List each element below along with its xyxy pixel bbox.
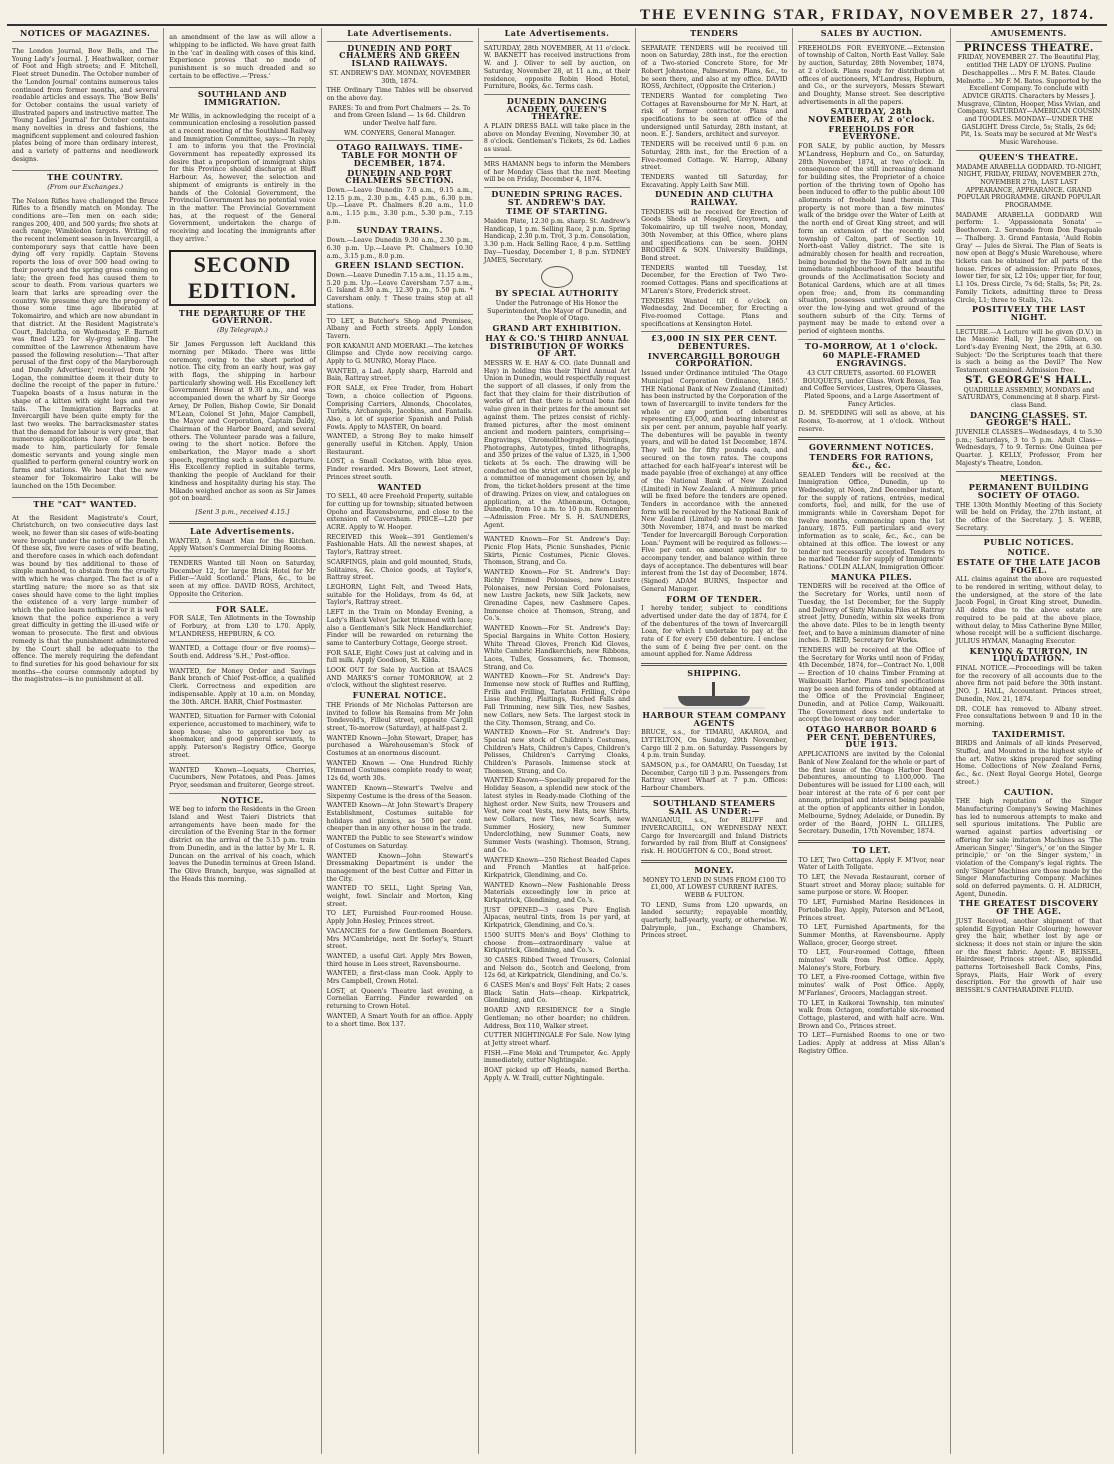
- divider: [484, 157, 630, 158]
- column-6: [793, 28, 950, 1454]
- heading-saturday-28th: SATURDAY, 28th NOVEMBER, At 2 o'clock.: [808, 106, 936, 125]
- ad-taxidermist: BIRDS and Animals of all kinds Preserved, Stuffed, and Mounted in the highest style of the art. Native skins prepared for sending Home. Collections of New Zealand Ferns, &c., &c. (Next Royal George Hotel, George street.): [955, 740, 1102, 786]
- ad-samson-steamer: SAMSON, p.s., for OAMARU, On Tuesday, 1st December, Cargo till 3 p.m. Passengers from Rattray street Wharf at 7 p.m. Offices: Harbour Chambers.: [641, 762, 788, 793]
- heading-kenyon-turton: KENYON & TURTON, IN LIQUIDATION.: [969, 645, 1089, 664]
- ad-green-island-notice: WE beg to inform the Residents in the Green Island and West Taieri Districts that arrangements have been made for the circulation of the Evening Star in the former district on the arrival of the 5.15 p.m. train from Dunedin, and in the latter by Mr L. R. Duncan on the arrival of his coach, which leaves the Dunedin terminus at Green Island. The Olive Branch, barque, was signalled at the Heads this morning.: [169, 806, 316, 883]
- ad-stewart-4: WANTED Known—At John Stewart's Drapery Establishment, Costumes suitable for holidays and picnics, as 500 per cent. cheaper than in any other house in the trade.: [326, 802, 473, 833]
- divider: [169, 793, 315, 794]
- second-edition-banner: SECOND EDITION.: [169, 250, 315, 306]
- ad-monthly-meeting: THE 130th Monthly Meeting of this Society will be held on Friday, the 27th instant, at the office of the Secretary. J. S. WEBB, Secretary.: [955, 501, 1102, 532]
- ad-hats: RECEIVED this Week—391 Gentlemen's Fashionable Hats. All the newest shapes, at Taylor's, Rattray street.: [326, 533, 473, 557]
- heading-to-morrow: TO-MORROW, At 1 o'clock.: [805, 340, 939, 351]
- divider: [641, 331, 787, 332]
- ad-lost-cockatoo: LOST, a Small Cockatoo, with blue eyes. Finder rewarded. Mrs Bowers, Leet street, Princes street south.: [326, 458, 473, 481]
- ad-smart-youth: WANTED, A Smart Youth for an office. Apply to a short time. Box 137.: [326, 1012, 473, 1028]
- ad-thomson-2: WANTED Known—For St. Andrew's Day: Richly Trimmed Polonaises, new Lustre Polonaises, new Persian Cord Polonaises, new Lustre Jackets, new Silk Jackets, new Grenadine Capes, new Cashmere Capes. Immense choice at Thomson, Strang, and Co.'s.: [483, 569, 631, 623]
- article-southland-immigration: Mr Willis, in acknowledging the receipt of a communication enclosing a resolution passed at a recent meeting of the Southland Railway and Immigration Committee, says:—'In reply, I am to inform you that the Provincial Government has repeatedly expressed its desire that a proportion of immigrant ships for this Province should discharge at Bluff Harbour. As, however, the selection and shipment of emigrants is entirely in the hands of the Colonial Government, the Provincial Government has no potential voice in the matter. The Provincial Government has, at the request of the General Government, undertaken the charge of receiving and locating the immigrants after they arrive.': [169, 112, 316, 243]
- railway-date: ST. ANDREW'S DAY. MONDAY, NOVEMBER 30th, 1874.: [329, 69, 471, 85]
- ad-to-let-4: TO LET, Furnished Apartments, for the Summer Months, at Ravensbourne. Apply Wallace, grocer, George street.: [798, 924, 945, 947]
- heading-clutha-railway: DUNEDIN AND CLUTHA RAILWAY.: [654, 189, 774, 208]
- divider: [956, 471, 1102, 472]
- ad-cook: WANTED, a first-class man Cook. Apply to Mrs Campbell, Crown Hotel.: [326, 970, 473, 986]
- ad-furnished-house: TO LET, Furnished Four-roomed House. Apply John Hesley, Princes street.: [326, 910, 473, 926]
- heading-public-notices: PUBLIC NOTICES.: [983, 537, 1075, 548]
- ad-tender-cottages: TENDERS Wanted for completing Two Cottages at Ravensbourne for Mr N. Hart, at risk of former contractor. Plans and specifications to be seen at office of the undersigned until Saturday, 28th instant, at noon. E. J. Sanders, architect and surveyor.: [641, 92, 788, 139]
- heading-departure-governor: THE DEPARTURE OF THE GOVERNOR.: [178, 307, 306, 326]
- newspaper-page: [7, 4, 1107, 1456]
- ad-stewart-1: WANTED Known—John Stewart, Draper, has purchased a Warehouseman's Stock of Costumes at an enormous discount.: [326, 734, 473, 758]
- subheading-telegraph: (By Telegraph.): [217, 326, 268, 335]
- ad-freeholds-calton: FREEHOLDS FOR EVERYONE.—Extension of township of Calton, North East Valley. Sale by auction, Saturday, 28th November, 1874, at 2 o'clock. Plans ready for distribution at offices of auctioneers, M'Landress, Hepburn, and Co., or the surveyors, Messrs Stewart and Doughty, Manse street. See descriptive advertisements in all the papers.: [798, 44, 945, 106]
- divider: [798, 41, 944, 42]
- divider: [169, 87, 315, 88]
- divider: [169, 521, 315, 524]
- ad-kakanui: FOR KAKANUI AND MOERAKI.—The ketches Glimpse and Clyde now receiving cargo. Apply to G. MUNRO, Moray Place.: [326, 342, 473, 366]
- ad-scarfings: SCARFINGS, plain and gold mounted, Studs, Solitaires, &c. Choice goods, at Taylor's, Rattray street.: [326, 558, 473, 582]
- ad-tender-excavating: TENDERS wanted till Saturday, for Excavating. Apply Leith Saw Mill.: [641, 173, 788, 189]
- heading-tenders-rations: TENDERS FOR RATIONS, &c., &c.: [809, 452, 934, 470]
- ad-estate-claims: ALL claims against the above are requested to be rendered in writing, without delay, to the undersigned, at the store of the late Jacob Fogel, in Great King street, Dunedin. All debts due to the above estate are required to be paid at the above place, without delay, to Miss Catherine Byne Miller, whose receipt will be a sufficient discharge. JULIUS HYMAN, Managing Executor.: [955, 576, 1102, 645]
- heading-dancing-classes: DANCING CLASSES. ST. GEORGE'S HALL.: [969, 409, 1088, 428]
- divider: [641, 41, 787, 42]
- divider: [169, 664, 315, 665]
- article-cat-wanted: At the Resident Magistrate's Court, Christchurch, on two consecutive days last week, no fewer than six cases of wife-beating were brought under the notice of the Bench. Of these six, five were cases of wife beating, and therefore cases in which each defendant was bound by ties additional to those of simple manhood, to abstain from the cruelty with which he was charged. The fact is of a startling nature; the more so as that six cases should have come to the light implies the existence of a very large number of which the police learn nothing. For it is well known that the police experience a very great difficulty in getting the ill-used wife or woman to prosecute. The first and obvious remedy is that the punishment administered by the Court shall be adequate to the offence. The merely requiring the defendant to find sureties for his good behaviour for six months—the course commonly adopted by the magistrates—is no punishment at all.: [12, 514, 159, 684]
- article-country: The Nelson Rifles have challenged the Bruce Rifles to a friendly match on Monday. The conditions are—Ten men on each side; ranges 200, 400, and 500 yards; five shots at each range; Wimbledon targets. Writing of the recent inclement season in Invercargill, a contemporary says that cattle have been dying off very rapidly. Captain Stevens reports the loss of over 500 head owing to their poverty and the spring grass coming on late; the green feed has caused them to scour to death. From various quarters we learn that larks are spreading over the country. We presume they are the progeny of those some time ago liberated at Tokomairiro, and which are now abundant in that district. At the Resident Magistrate's Court, Balclutha, on Wednesday, F. Barnett was fined L25 for sly-grog selling. The committee of the Lawrence Athenæum have passed the following resolution:—'That after perusal of the first copy of the Maryborough and Dunolly Advertiser,' received from Mr Logan, the committee deem it their duty to decline the receipt of the paper in future.' Tuapeka boasts of a lusus naturæ in the shape of a kitten with eight legs and two tails. The Immigration Barracks at Invercargill have been quite empty for the last two weeks. The barracksmaster states that the demand for labour is very great, that numerous applications have of late been made to him, particularly for female domestic servants and young single men qualified to perform general country work on farms and stations. We hear that the new steamer for Tokomairiro Lake will be launched on the 15th December.: [12, 197, 159, 490]
- heading-late-advertisements-2: Late Advertisements.: [347, 28, 453, 38]
- ad-thomson-4: WANTED Known—For St. Andrew's Day: Immense new stock of Ruffles and Ruffling, Frills and Frilling, Tarlatan Frilling, Crêpe Lisse Ruching, Plaitings, Ruched Falls and Fall Trimming, new Silk Ties, new Sashes, new Collars, new Sets. The largest stock in the City. Thomson, Strang, and Co.: [483, 673, 631, 727]
- ad-tender-goods-sheds: TENDERS will be received for Erection of Goods Sheds at Mosgiel, Greytown, and Tokomairiro, up till twelve noon, Monday, 30th November, at this Office, where plans and specifications can be seen. JOHN BROGDEN & SON. University Buildings, Bond street.: [641, 208, 788, 262]
- article-departure-governor: Sir James Fergusson left Auckland this morning per Mikado. There was little ceremony, owing to the short period of notice. The city, from an early hour, was gay with flags, the shipping in harbour particularly showing well. His Excellency left Government House at 9.30 a.m., and was accompanied down the wharf by Sir George Arney, Dr Pollen, Bishop Cowie, Sir Donald M'Lean, Colonel St John, Major Campbell, the Mayor and Corporation, Captain Daldy, Chairman of the Harbor Board, and several others. The Volunteer parade was a failure, owing to the short notice. Before the embarkation, the Mayor made a short speech, regretting such a sudden departure. His Excellency replied in suitable terms, thanking the people of Auckland for their kindness and hospitality during his stay. The Mikado weighed anchor as soon as Sir James got on board.: [169, 341, 316, 503]
- divider: [169, 556, 315, 557]
- heading-spring-races: DUNEDIN SPRING RACES. ST. ANDREW'S DAY.: [491, 188, 623, 207]
- ad-left-in-train: LEFT in the Train on Monday Evening, a Lady's Black Velvet Jacket trimmed with lace; also a Gentleman's Silk Neck Handkerchief. Finder will be rewarded on returning the same to Canterbury Cottage, George street.: [326, 609, 473, 647]
- ad-spedding: D. M. SPEDDING will sell as above, at his Rooms, To-morrow, at 1 o'clock. Without reserve.: [798, 410, 945, 433]
- heading-shipping: SHIPPING.: [687, 668, 742, 679]
- ad-manuka-piles: TENDERS will be received at the Office of the Secretary for Works, until noon of Tuesday, the 1st December, for the Supply and Delivery of Sixty Manuka Piles at Rattray street Jetty, Dunedin, within six weeks from the above date. Piles to be in length twenty feet, and to have a minimum diameter of nine inches. D. REID, Secretary for Works.: [798, 583, 945, 645]
- ad-quadrille: QUADRILLE ASSEMBLY, MONDAYS and SATURDAYS, Commencing at 8 sharp. First-class Band.: [957, 386, 1100, 409]
- heading-manuka-piles: MANUKA PILES.: [830, 571, 913, 582]
- heading-otago-railways: OTAGO RAILWAYS. TIME-TABLE FOR MONTH OF DECEMBER, 1874.: [336, 142, 464, 168]
- ad-hair-colouring: JUST Received, another shipment of that splendid Egyptian Hair Colouring; however grey the hair, whether lost by age or sickness; it does not stain or injure the skin or the finest fabric. Agent: F. BEISSEL, Hairdresser, Princes street. Also, splendid patterns Tortoiseshell Back Combs, Pins, Sprays, Plaits, Hair Work of every description. For the growth of hair use BEISSEL'S CANTHARADINE FLUID.: [955, 917, 1102, 995]
- ad-look-out: LOOK OUT for Sale by Auction at ISAACS AND MARKS'S corner TOMORROW, at 2 o'clock, without the slightest reserve.: [326, 667, 473, 690]
- divider: [956, 150, 1102, 151]
- ad-pigeons: FOR SALE, ex Free Trader, from Hobart Town, a choice collection of Pigeons. Comprising Carriers, Almonds, Chocolates, Turbits, Archangels, Jacobins, and Fantails. Also, a lot of superior Spanish and Polish Fowls. Apply to MASTER, On board.: [326, 385, 473, 431]
- ad-fish: FISH.—Fine Moki and Trumpeter, &c. Apply immediately, cutter Nightingale.: [483, 1049, 631, 1065]
- divider: [484, 94, 630, 95]
- railway-timetable-note: THE Ordinary Time Tables will be observed on the above day.: [326, 87, 473, 102]
- ad-strong-boy: WANTED, a Strong Boy to make himself generally useful in Kitchen. Apply, Union Restaurant.: [326, 433, 473, 456]
- ad-cutter-nightingale: CUTTER NIGHTINGALE For Sale. Now lying at Jetty street wharf.: [483, 1032, 631, 1047]
- ad-allotments-forbury: FOR SALE, Ten Allotments in the Township of Forbury, at from L30 to L70. Apply, M'LANDRESS, HEPBURN, & CO.: [169, 615, 316, 638]
- divider: [169, 709, 315, 710]
- ad-juvenile-classes: JUVENILE CLASSES—Wednesdays, 4 to 5.30 p.m.; Saturdays, 3 to 5 p.m. Adult Class—Wednesdays, 7 to 9. Terms: One Guinea per Quarter. J. KELLY, Professor, From her Majesty's Theatre, London.: [955, 429, 1102, 467]
- divider: [327, 140, 473, 141]
- divider: [327, 41, 473, 42]
- heading-tenders: TENDERS: [690, 28, 739, 38]
- ad-cottage-wanted: WANTED, a Cottage (four or five rooms)—South end. Address 'S.H.,' Post-office.: [169, 645, 316, 661]
- ad-singer-caution: THE high reputation of the Singer Manufacturing Company's Sewing Machines has led to numerous attempts to make and sell spurious imitations. The Public are warned against parties advertising or offering for sale imitation Machines as 'The American Singer,' 'Singer's,' or 'on the Singer principle,' or 'on the Singer system,' in violation of the Company's legal rights. The only 'Singer' Machines are those made by the Singer Manufacturing Company. Machines sold on deferred payments. G. H. ALDRICH, Agent, Dunedin.: [955, 798, 1102, 898]
- subheading-exchanges: (From our Exchanges.): [47, 182, 124, 191]
- masthead: [7, 4, 1107, 26]
- ad-useful-girl: WANTED, a useful Girl. Apply Mrs Bowen, third house in Lees street, Ravensbourne.: [326, 952, 473, 968]
- ad-boat-picked-up: BOAT picked up off Heads, named Bertha. Apply A. W. Traill, cutter Nightingale.: [483, 1067, 631, 1082]
- heading-funeral-notice: FUNERAL NOTICE.: [352, 690, 447, 701]
- heading-sales-auction: SALES BY AUCTION.: [820, 28, 923, 38]
- divider: [169, 641, 315, 642]
- column-7: [951, 28, 1107, 1454]
- heading-cat-wanted: THE "CAT" WANTED.: [33, 498, 137, 509]
- railway-signature: WM. CONYERS, General Manager.: [343, 129, 456, 137]
- ad-goddard-programme: MADAME ARABELLA GODDARD Will perform: 1. 'Appassionata Sonata' — Beethoven. 2. Serenade from Don Pasquale — Thalberg. 3. Grand Fantasia, 'Auld Robin Gray' — Jules de Sivrai. The Plan of Seats is now open at Begg's Music Warehouse, where tickets can be obtained for all parts of the house. Prices of admission: Private Boxes, lower tier, for six, L2 10s; upper tier, for four, L1 10s. Dress Circle, 7s 6d; Stalls, 5s; Pit, 2s. Family Tickets, admitting three to Dress Circle, L1; three to Stalls, 12s.: [955, 211, 1102, 304]
- ad-stewart-5: WANTED the Public to see Stewart's window of Costumes on Saturday.: [326, 835, 473, 850]
- heading-green-island-section: GREEN ISLAND SECTION.: [335, 260, 465, 271]
- ad-tender-kensington: TENDERS Wanted till 6 o'clock on Wednesday, 2nd December, for Erecting a Five-roomed Cottage. Plans and specifications at Kensington Hotel.: [641, 297, 788, 328]
- heading-notice: NOTICE.: [221, 794, 264, 805]
- heading-harbor-board: OTAGO HARBOR BOARD 6 PER CENT. DEBENTURES, DUE 1913.: [806, 724, 938, 750]
- divider: [484, 532, 630, 533]
- ad-kirkpatrick-3: JUST OPENED—3 cases Pure English Alpacas, neutral tints, from 1s per yard, at Kirkpatrick, Glendining, and Co.'s.: [483, 906, 631, 930]
- heading-caution: CAUTION.: [1003, 786, 1054, 797]
- ad-eight-cows: FOR SALE, Eight Cows just at calving and in full milk. Apply Goodison, St. Kilda.: [326, 649, 473, 665]
- timetable-sunday: Down.—Leave Dunedin 9.30 a.m., 2.30 p.m., 6.30 p.m. Up.—Leave Pt. Chalmers 10.30 a.m., 3.15 p.m., 8.0 p.m.: [326, 237, 473, 260]
- divider: [12, 170, 158, 171]
- heading-harbour-steam: HARBOUR STEAM COMPANY AGENTS: [642, 709, 787, 728]
- divider: [798, 437, 944, 440]
- divider: [798, 840, 944, 843]
- telegraph-timestamp: [Sent 3 p.m., received 4.15.]: [195, 508, 290, 517]
- ad-thomson-5: WANTED Known—For St. Andrew's Day: Special new stock of Children's Costumes, Children's Hats, Children's Capes, Children's Pelisses, Children's Carrying Cloaks, Children's Parasols. Immense stock at Thomson, Strang, and Co.: [483, 729, 631, 775]
- ad-money-to-lend: MONEY TO LEND IN SUMS FROM £100 TO £1,000, AT LOWEST CURRENT RATES. WEBB & FULTON.: [642, 876, 786, 899]
- steamship-icon: [663, 681, 765, 709]
- heading-special-authority: BY SPECIAL AUTHORITY: [495, 288, 619, 299]
- ad-cruets: 43 CUT CRUETS, assorted. 60 FLOWER BOUQUETS, under Glass. Work Boxes, Tea and Coffee Services, Lustres, Opera Glasses, Plated Spoons, and a Large Assortment of Fancy Articles.: [799, 369, 944, 408]
- ad-auction-baknett: SATURDAY, 28th NOVEMBER, At 11 o'clock. W. BAKNETT has received instructions from W. and J. Oliver to sell by auction, on Saturday, November 28, at 11 a.m., at their residence, opposite Robin Hood Hotel, Furniture, Books, &c. Terms cash.: [483, 44, 631, 91]
- divider: [484, 187, 630, 188]
- ad-thomson-1: WANTED Known—For St. Andrew's Day: Picnic Flop Hats, Picnic Sunshades, Picnic Skirts, Picnic Costumes, Picnic Gloves. Thomson, Strang, and Co.: [483, 536, 631, 567]
- ad-loquats: WANTED Known—Loquats, Cherries, Cucumbers, New Potatoes, and Peas. James Pryor, seedsman and fruiterer, George street.: [169, 766, 316, 789]
- ad-dr-cole: DR. COLE has removed to Albany street. Free consultations between 9 and 10 in the morning.: [955, 705, 1102, 728]
- ad-kirkpatrick-4: 1500 SUITS Men's and Boys' Clothing to choose from—extraordinary value at Kirkpatrick, Glendining, and Co.'s.: [483, 931, 631, 955]
- heading-money: MONEY.: [694, 864, 735, 875]
- heading-invercargill-borough: INVERCARGILL BOROUGH CORPORATION.: [647, 350, 781, 369]
- heading-notice-2: NOTICE.: [1007, 547, 1051, 558]
- coat-of-arms-icon: [541, 266, 573, 288]
- ad-mrs-hamann: MRS HAMANN begs to inform the Members of her Monday Class that the next Meeting will be on Friday, December 4, 1874.: [483, 160, 631, 184]
- divider: [956, 325, 1102, 326]
- heading-wanted: WANTED: [377, 481, 422, 492]
- divider: [169, 602, 315, 603]
- heading-hay-distribution: HAY & CO.'S THIRD ANNUAL DISTRIBUTION OF WORKS OF ART.: [485, 332, 629, 359]
- heading-government-notices: GOVERNMENT NOTICES.: [808, 442, 935, 453]
- ad-wanganui-steamer: WANGANUI, s.s., for BLUFF and INVERCARGILL, ON WEDNESDAY NEXT. Cargo for Invercargill and Inland Districts forwarded by rail from Bluff at Consignees' risk. H. HOUGHTON & CO., Bond street.: [641, 817, 788, 856]
- ad-tender-store: SEPARATE TENDERS will be received till noon on Saturday, 28th inst., for the erection of a Two-storied Concrete Store, for Mr Robert Johnstone, Palmerston. Plans, &c., to be seen there, and also at my office. DAVID ROSS, Architect, (Opposite the Criterion.): [641, 44, 788, 91]
- ad-race-times: Maiden Plate, 12.30 p.m. sharp. St. Andrew's Handicap, 1 p.m. Selling Race, 2 p.m. Spring Handicap, 2.30 p.m. Trot, 3 p.m. Consolation, 3.30 p.m. Hack Selling Race, 4 p.m. Settling Day—Tuesday, December 1, 8 p.m. SYDNEY JAMES, Secretary.: [483, 218, 631, 264]
- ad-to-let-8: TO LET—Furnished Rooms to one or two Ladies. Apply at address at Miss Allan's Registry Office.: [798, 1032, 945, 1055]
- ad-to-lend-sums: TO LEND, Sums from L20 upwards, on landed security; repayable monthly, quarterly, half-yearly, yearly, or otherwise. W. Dalrymple, jun., Exchange Chambers, Princes street.: [641, 901, 788, 940]
- heading-princess-theatre: PRINCESS THEATRE.: [963, 42, 1094, 54]
- ad-opoho-allotments: FOR SALE, by public auction, by Messrs M'Landress, Hepburn and Co., on Saturday, 28th November, 1874, at two o'clock. In consequence of the still increasing demand for building sites, the Proprietor of a choice portion of the thriving town of Opoho has been induced to offer to the public about 100 allotments of freehold land therein. This property is not more than a few minutes' walk of the bridge over the Water of Leith at the north end of Great King street, and will form an extension of the recently sold township of Calton, part of Section 10, North-east Valley district. The site is admirably chosen for health and recreation, being bounded by the Town Belt and in the immediate neighbourhood of the beautiful grounds of the Acclimatisation Society and Botanical Gardens, which are at all times open free; and, from its commanding situation, possesses unrivalled advantages over the low-lying and wet ground of the southern suburb of the City. Terms of payment may be made to extend over a period of eighteen months.: [798, 143, 945, 336]
- heading-railways: DUNEDIN AND PORT CHALMERS AND GREEN ISLAND RAILWAYS.: [339, 42, 461, 69]
- heading-art-exhibition: GRAND ART EXHIBITION.: [492, 323, 622, 334]
- ad-kirkpatrick-5: 30 CASES Ribbed Tweed Trousers, Colonial and Nelson do., Scotch and Geelong, from 12s 6d, at Kirkpatrick, Glendining, and Co.'s.: [483, 956, 631, 980]
- ad-kirkpatrick-1: WANTED Known—250 Richest Beaded Capes and French Mantles at half-price. Kirkpatrick, Glendining, and Co.: [483, 856, 631, 879]
- ad-boarders: VACANCIES for a few Gentlemen Boarders. Mrs M'Cambridge, next Dr Sorley's, Stuart street.: [326, 927, 473, 951]
- timetable-green-island: Down.—Leave Dunedin 7.15 a.m., 11.15 a.m., 5.20 p.m. Up.—Leave Caversham 7.57 a.m., G. Island 8.30 a.m., 12.30 p.m., 5.50 p.m. * Caversham only. † These trains stop at all stations.: [326, 271, 473, 310]
- heading-taxidermist: TAXIDERMIST.: [992, 728, 1066, 739]
- divider: [956, 41, 1102, 42]
- ad-leghorn: LEGHORN, Light Felt, and Tweed Hats, suitable for the Holidays, from 4s 6d, at Taylor's, Rattray street.: [326, 584, 473, 607]
- ad-lad-wanted: WANTED, a Lad. Apply sharp, Harrold and Bain, Rattray street.: [326, 367, 473, 383]
- ad-to-let-1: TO LET, Two Cottages. Apply F. M'Ivor, near Water of Leith Tollgate.: [798, 856, 945, 872]
- ad-spring-van: WANTED TO SELL, Light Spring Van, weight, fowl. Sinclair and Morton, King street.: [326, 885, 473, 908]
- article-cat-continued: an amendment of the law as will allow a whipping to be inflicted. We have great faith in the 'cat' in dealing with cases of this kind. Experience proves that no mode of punishment is so much dreaded and so certain to be effective.—'Press.': [169, 34, 316, 80]
- heading-southland-immigration: SOUTHLAND AND IMMIGRATION.: [197, 88, 287, 107]
- heading-port-chalmers-section: DUNEDIN AND PORT CHALMERS SECTION.: [345, 167, 455, 186]
- masthead-title: THE EVENING STAR, FRIDAY, NOVEMBER 27, 1874.: [639, 7, 1095, 23]
- ad-final-notice: FINAL NOTICE.—Proceedings will be taken for the recovery of all accounts due to the above firm not paid before the 30th instant. JNO. J. HALL, Accountant. Princes street, Dunedin, Nov. 21, 1874.: [955, 665, 1102, 703]
- heading-engravings: 60 MAPLE-FRAMED ENGRAVINGS.: [822, 350, 921, 369]
- ad-tender-five-room: TENDERS will be received until 6 p.m. on Saturday, 28th inst., for the Erection of a Five-roomed Cottage. W. Harrop, Albany street.: [641, 141, 788, 172]
- ad-debentures-text: Issued under Ordinance intituled 'The Otago Municipal Corporation Ordinance, 1865.' THE National Bank of New Zealand (Limited) has been instructed by the Corporation of the town of Invercargill to invite tenders for the whole or any portion of debentures representing £3,000, and bearing interest at six per cent. per annum, payable half yearly. The debentures will be payable in twenty years, and will be dated 1st December, 1874. They will be for fifty pounds each, and secured on the town rates. The coupons attached for each half-year's interest will be made payable (free of exchange) at any office of the National Bank of New Zealand (Limited) in New Zealand. A minimum price will be fixed before the tenders are opened. Tenders in accordance with the annexed form will be received by the National Bank of New Zealand (Limited) up to noon on the 30th November, 1874, and must be marked 'Tender for Invercargill Borough Corporation Loan.' Payment will be required as follows:—Five per cent. on amount applied for to accompany tender, and balance within three days of acceptance. The debentures will bear interest from the 1st day of December, 1874. (Signed) ADAM BURNS, Inspector and General Manager.: [641, 370, 788, 593]
- ad-freehold-property: TO SELL, 40 acre Freehold Property, suitable for cutting up for township; situated between Opoho and Ravensbourne, and close to the extension of Caversham. PRICE—L20 per ACRE. Apply to W. Hooper.: [326, 493, 473, 532]
- column-1: [7, 28, 164, 1454]
- ad-smart-man: WANTED, A Smart Man for the Kitchen. Apply Watson's Commercial Dining Rooms.: [169, 537, 316, 553]
- ad-harbor-debentures: APPLICATIONS are invited by the Colonial Bank of New Zealand for the whole or part of the first issue of the Otago Harbor Board Debentures, amounting to L100,000. The Debentures will be issued for L100 each, will bear interest at the rate of 6 per cent per annum, principal and interest being payable at the option of applicants either in London, Melbourne, Sydney, Adelaide, or Dunedin. By order of the Board, JOHN L. GILLIES, Secretary. Dunedin, 17th November, 1874.: [798, 751, 945, 836]
- column-3: [322, 28, 479, 1454]
- ad-to-let-5: TO LET, Four-roomed Cottage, fifteen minutes' walk from Post Office. Apply, Maloney's Store, Forbury.: [798, 949, 945, 972]
- heading-st-georges-hall: ST. GEORGE'S HALL.: [965, 374, 1093, 386]
- ad-situation-farmer: WANTED, Situation for Farmer with Colonial experience, accustomed to machinery, wife to keep house; also to apprentice boy as shoemaker, and good general servants, to apply. Paterson's Registry Office, George street.: [169, 713, 316, 759]
- ad-lady-of-lyons: FRIDAY, NOVEMBER 27. The Beautiful Play, entitled THE LADY OF LYONS. Pauline Deschappelles ... Mrs F. M. Bates. Claude Melnotte ... Mr F. M. Bates. Supported by the Excellent Company. To conclude with ADVICE GRATIS. Characters by Messrs J. Musgrave, Clinton, Hooper, Miss Vivian, and Company. SATURDAY—AMERICAN COUSIN and TOODLES. MONDAY—UNDER THE GASLIGHT. Dress Circle, 5s; Stalls, 2s 6d; Pit, 1s. Seats may be secured at Mr West's Music Warehouse.: [956, 54, 1102, 147]
- heading-dancing-academy: DUNEDIN DANCING ACADEMY, QUEEN'S THEATRE.: [506, 95, 608, 122]
- ad-stewart-2: WANTED Known — One Hundred Richly Trimmed Costumes complete ready to wear, 12s 6d, worth 30s.: [326, 759, 473, 783]
- ad-rations: SEALED Tenders will be received at the Immigration Office, Dunedin, up to Wednesday, at Noon, 2nd December instant, for the supply of rations, entrées, medical comforts, fuel, and milk, for the use of immigrants while in Caversham Depot for twelve months, commencing upon the 1st January, 1875. Full particulars and every information as to scale, &c., &c., can be obtained at this office. The lowest or any tender not necessarily accepted. Tenders to be marked 'Tender for supply of Immigrants' Rations.' COLIN ALLAN, Immigration Officer.: [798, 471, 945, 571]
- heading-notices-magazines: NOTICES OF MAGAZINES.: [19, 28, 151, 38]
- ad-kirkpatrick-6: 6 CASES Men's and Boys' Felt Hats; 2 cases Black Satin Hats—cheap. Kirkpatrick, Glendining, and Co.: [483, 982, 631, 1005]
- ad-to-let-6: TO LET, a Five-roomed Cottage, within five minutes' walk of Post Office. Apply, M'Farlanes', Grocers, Maclaggan street.: [798, 974, 945, 997]
- divider: [12, 41, 158, 42]
- patronage-text: Under the Patronage of His Honor the Superintendent, the Mayor of Dunedin, and the People of Otago.: [487, 299, 627, 323]
- ad-butcher-shop: TO LET, a Butcher's Shop and Premises, Albany and Forth streets. Apply London Tavern.: [326, 317, 473, 340]
- heading-sunday-trains: SUNDAY TRAINS.: [356, 225, 443, 236]
- divider: [169, 763, 315, 764]
- ad-timber-framing: TENDERS will be received at the Office of the Secretary for Works until noon of Friday, 4th December, 1874, for—Contract No. 1,008 — Erection of 10 chains Timber Framing at Waikouaiti Harbor. Plans and specifications may be seen and forms of tender obtained at the Office of the Provincial Engineer, Dunedin, and at Police Camp, Waikouaiti. The Government does not undertake to accept the lowest or any tender.: [798, 647, 945, 724]
- divider: [641, 796, 787, 797]
- railway-fares: FARES: To and from Port Chalmers — 2s. To and from Green Island — 1s 6d. Children under Twelve half fare.: [328, 104, 471, 128]
- ad-plain-dress-ball: A PLAIN DRESS BALL will take place in the above on Monday Evening, November 30, at 8 o'clock. Gentleman's Tickets, 2s 6d. Ladies as usual.: [483, 123, 631, 154]
- heading-greatest-discovery: THE GREATEST DISCOVERY OF THE AGE.: [959, 898, 1099, 917]
- ad-to-let-3: TO LET, Furnished Marine Residences in Portobello Bay. Apply, Paterson and M'Leod, Princes street.: [798, 899, 945, 922]
- ad-board-residence: BOARD AND RESIDENCE for a Single Gentleman; no other boarder; no children. Address, Box 110, Walker street.: [483, 1007, 631, 1030]
- heading-estate-fogel: ESTATE OF THE LATE JACOB FOGEL.: [956, 556, 1101, 575]
- heading-meetings: MEETINGS.: [999, 472, 1058, 483]
- column-5: [636, 28, 793, 1454]
- heading-queens-theatre: QUEEN'S THEATRE.: [979, 151, 1079, 162]
- divider: [327, 314, 473, 315]
- heading-building-society: PERMANENT BUILDING SOCIETY OF OTAGO.: [968, 482, 1089, 500]
- ad-to-let-7: TO LET, in Kaikorai Township, ten minutes' walk from Octagon, comfortable six-roomed Cottage, plastered, and with half acre. Wm. Brown and Co., Princes street.: [798, 999, 945, 1030]
- ad-funeral: THE Friends of Mr Nicholas Patterson are invited to follow his Remains from Mr John Tondevold's, Filleul street, opposite Cargill street, To-morrow (Saturday), at half-past 2.: [326, 701, 473, 732]
- heading-late-advertisements-3: Late Advertisements.: [504, 28, 610, 38]
- divider: [641, 663, 787, 666]
- ad-thomson-3: WANTED Known—For St. Andrew's Day: Special Bargains in White Cotton Hosiery, White Thread Gloves, French Kid Gloves, White Cambric Handkerchiefs, new Ribbons, Laces, Tulles, Gossamers, &c. Thomson, Strang, and Co.: [483, 625, 631, 671]
- ad-lecture: LECTURE.—A Lecture will be given (D.V.) in the Masonic Hall, by James Gibson, on Lord's-day Evening Next, the 29th, at 6.30. Subject: 'Do the Scriptures teach that there is such a being as the Devil?' The New Testament examined. Admission free.: [955, 328, 1102, 375]
- heading-amusements: AMUSEMENTS.: [990, 28, 1067, 38]
- heading-to-let: TO LET.: [852, 844, 891, 855]
- heading-for-sale: FOR SALE.: [215, 603, 269, 614]
- heading-time-of-starting: TIME OF STARTING.: [506, 206, 608, 217]
- ad-stewart-6: WANTED Known—John Stewart's Dressmaking Department is under the management of the best Cutter and Fitter in the City.: [326, 852, 473, 883]
- ad-to-let-2: TO LET, the Nevada Restaurant, corner of Stuart street and Moray place; suitable for same purpose or store. W. Hooper.: [798, 874, 945, 897]
- divider: [12, 497, 158, 498]
- heading-country: THE COUNTRY.: [47, 171, 124, 182]
- heading-late-advertisements: Late Advertisements.: [190, 525, 295, 536]
- article-magazines: The London Journal, Bow Bells, and The Young Lady's Journal. J. Heathwalker, corner of Foot and High streets; and F. Mitchell, Fleet street Dunedin. The October number of the 'London Journal' contains numerous tales continued from former months, and several readable articles and essays. The 'Bow Bells' for October contains the usual variety of illustrated papers and instructive matter. The 'Young Ladies' Journal' for October contains many novelties in dress and fashions, the magnificent supplement and coloured fashion plates being of more than ordinary interest, and a variety of patterns and needlework designs.: [12, 48, 159, 163]
- heading-southland-steamers: SOUTHLAND STEAMERS SAIL AS UNDER:—: [653, 797, 776, 816]
- ad-kirkpatrick-2: WANTED Known—New Fashionable Dress Materials exceedingly low in price at Kirkpatrick, Glendining, and Co.'s.: [483, 881, 631, 905]
- ad-hay-art-union: MESSRS W. E. HAY & CO. (late Dunnall and Hay) in holding this their Third Annual Art Union in Dunedin, would respectfully request the support of all classes, if only from the fact that they claim for their distribution of works of art that there is actual bona fide value given in their prizes for the amount set against them. The prizes consist of richly-framed pictures, after the most eminent ancient and modern painters, comprising—Engravings, Chromolithographs, Paintings, Photographs, Autotypes, tinted lithographs, and 350 prizes of the value of L325, in 1,500 tickets at 5s each. The drawing will be conducted on the strict art union principle by a committee of management chosen by, and from, the ticket-holders present at the time of drawing. Prizes on view, and catalogues on application, at the Athenæum, Octagon, Dunedin, from 10 a.m. to 10 p.m. Remember—Admission Free. Mr S. H. SAUNDERS, Agent.: [483, 359, 631, 529]
- divider: [798, 339, 944, 340]
- divider: [484, 41, 630, 42]
- ad-clerk-wanted: WANTED, for Money Order and Savings Bank branch of Chief Post-office, a qualified Clerk. Correctness and expedition are indispensable. Apply at 10 a.m. on Monday, the 30th. ARCH. BARR, Chief Postmaster.: [169, 667, 316, 706]
- divider: [641, 860, 787, 863]
- ad-goddard-last-night: MADAME ARABELLA GODDARD. TO-NIGHT, NIGHT, FRIDAY, FRIDAY, NOVEMBER 27th, NOVEMBER 27th, LAST LAST APPEARANCE, APPEARANCE. GRAND POPULAR PROGRAMME. GRAND POPULAR PROGRAMME.: [956, 163, 1102, 210]
- ad-tender-two-cottages: TENDERS wanted till Tuesday, 1st December, for the Erection of Two Two-roomed Cottages. Plans and specifications at M'Laren's Store, Frederick street.: [641, 264, 788, 295]
- column-4: [479, 28, 636, 1454]
- ad-tenders-brick-hotel: TENDERS Wanted till Noon on Saturday, December 12, for large Brick Hotel for Mr Fidler—'Auld Scotland.' Plans, &c., to be seen at my office. DAVID ROSS, Architect, Opposite the Criterion.: [169, 560, 316, 598]
- heading-debentures: £3,000 IN SIX PER CENT. DEBENTURES.: [651, 333, 778, 352]
- column-2: [164, 28, 321, 1454]
- ad-thomson-6: WANTED Known—Specially prepared for the Holiday Season, a splendid new stock of the latest styles in Ready-made Clothing of the highest order. New Suits, new Trousers and Vest, new coat Vests, new Hats, new Shirts, new Collars, new Ties, new Scarfs, new Summer Hosiery, new Summer Underclothing, new Summer Coats, new Summer Vests (washing). Thomson, Strang, and Co.: [483, 777, 631, 854]
- ad-lost-earring: LOST, at Queen's Theatre last evening, a Cornelian Earring. Finder rewarded on returning to Crown Hotel.: [326, 987, 473, 1011]
- heading-freeholds-everyone: FREEHOLDS FOR EVERYONE.: [828, 123, 915, 142]
- heading-positively-last: POSITIVELY THE LAST NIGHT.: [972, 304, 1086, 322]
- ad-bruce-steamer: BRUCE, s.s., for TIMARU, AKAROA, and LYTTELTON, On Sunday, 29th November, Cargo till 2 p.m. on Saturday. Passengers by 4 p.m. train Sunday.: [641, 729, 788, 760]
- form-of-tender-text: I hereby tender, subject to conditions advertised under date the day of 1874, for £ of the debentures of the town of Invercargill Loan, for which I undertake to pay at the rate of £ for every £50 debenture. I enclose the sum of £ being five per cent. on the amount applied for. Name Address: [641, 605, 788, 659]
- divider: [956, 535, 1102, 536]
- heading-form-of-tender: FORM OF TENDER.: [666, 593, 763, 604]
- columns: [7, 28, 1107, 1454]
- ad-stewart-3: WANTED Known—Stewart's Twelve and Sixpenny Costume is the dress of the Season.: [326, 784, 473, 800]
- timetable-port-chalmers: Down.—Leave Dunedin 7.0 a.m., 9.15 a.m., 12.15 p.m., 2.30 p.m., 4.45 p.m., 6.30 p.m. Up.—Leave Pt. Chalmers 8.20 a.m., 11.0 a.m., 1.15 p.m., 3.30 p.m., 5.30 p.m., 7.15 p.m.: [326, 186, 473, 225]
